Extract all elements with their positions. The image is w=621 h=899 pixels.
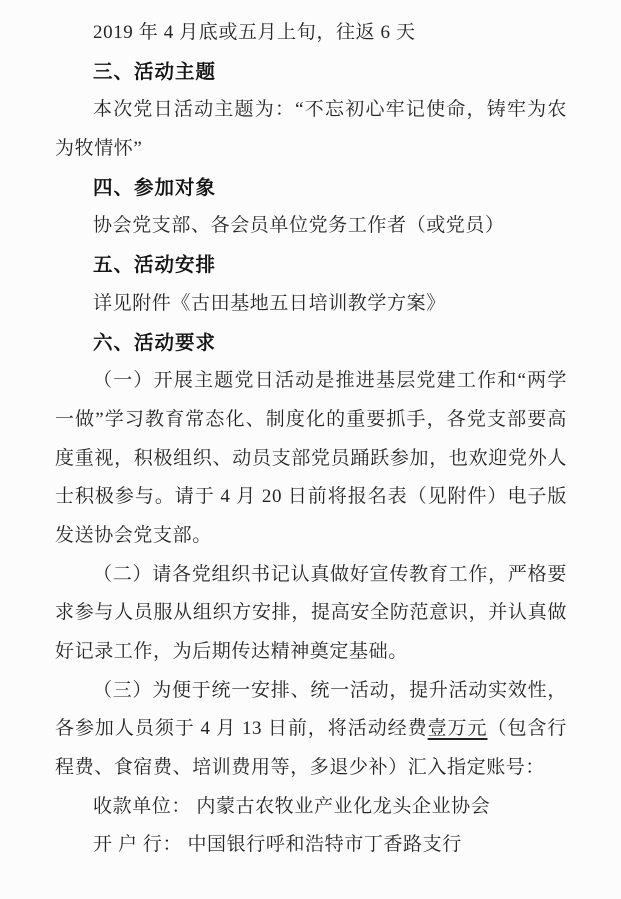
- text-line: 士积极参与。请于 4 月 20 日前将报名表（见附件）电子版: [55, 486, 567, 508]
- text-line: 协会党支部、各会员单位党务工作者（或党员）: [93, 215, 505, 237]
- text-line: 好记录工作，为后期传达精神奠定基础。: [55, 641, 408, 662]
- text-line: 求参与人员服从组织方安排，提高安全防范意识，并认真做: [55, 602, 567, 624]
- text-line: 程费、食宿费、培训费用等，多退少补）汇入指定账号：: [55, 757, 546, 779]
- text-line: 一做”学习教育常态化、制度化的重要抓手，各党支部要高: [55, 408, 567, 430]
- text-line: （三）为便于统一安排、统一活动，提升活动实效性，: [93, 679, 567, 701]
- text-line: 详见附件《古田基地五日培训教学方案》: [93, 292, 446, 314]
- text-line: 为牧情怀”: [55, 138, 143, 160]
- text-line: 度重视，积极组织、动员支部党员踊跃参加，也欢迎党外人: [55, 447, 567, 469]
- text-line: 开 户 行： 中国银行呼和浩特市丁香路支行: [93, 834, 462, 856]
- section-heading: 六、活动要求: [93, 331, 217, 354]
- text-line: 2019 年 4 月底或五月上旬，往返 6 天: [93, 22, 416, 43]
- section-heading: 四、参加对象: [93, 176, 217, 199]
- text-line: 发送协会党支部。: [55, 524, 212, 546]
- section-heading: 三、活动主题: [93, 60, 217, 83]
- section-heading: 五、活动安排: [93, 254, 217, 277]
- text-line: 本次党日活动主题为：“不忘初心牢记使命，铸牢为农: [93, 99, 567, 121]
- text-line: 收款单位： 内蒙古农牧业产业化龙头企业协会: [93, 795, 491, 817]
- text-line: （一）开展主题党日活动是推进基层党建工作和“两学: [93, 370, 567, 392]
- text-line: （二）请各党组织书记认真做好宣传教育工作，严格要: [93, 563, 567, 585]
- underlined-amount: 壹万元: [427, 718, 488, 740]
- document-content: [55, 14, 567, 865]
- text-line: 各参加人员须于 4 月 13 日前，将活动经费壹万元（包含行: [55, 718, 567, 740]
